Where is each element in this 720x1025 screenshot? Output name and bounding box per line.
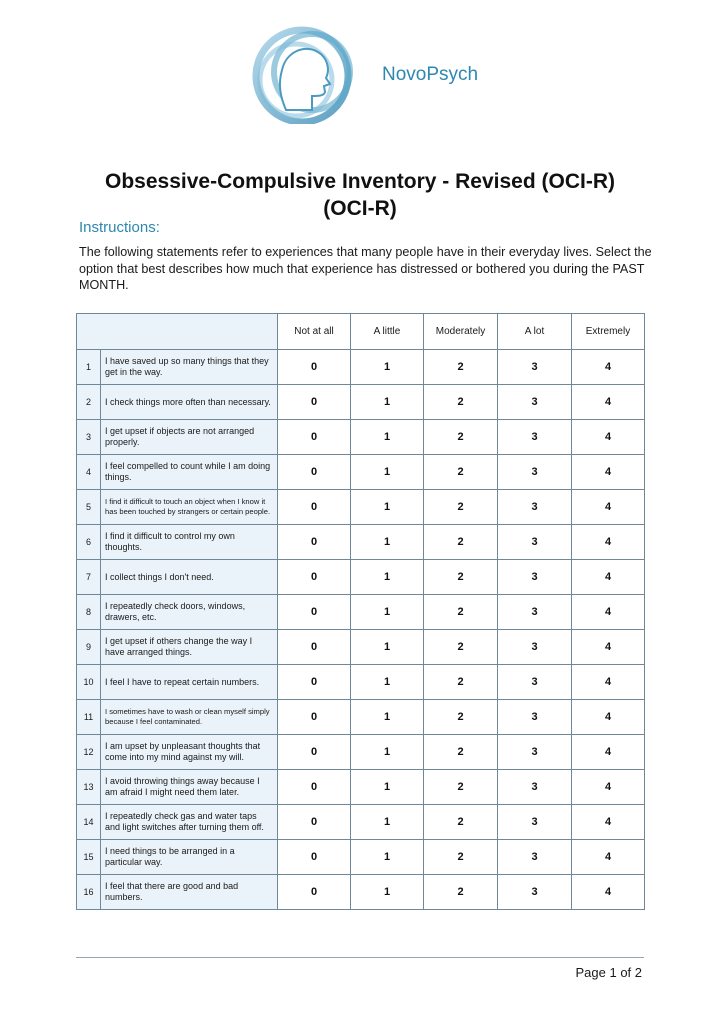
score-option[interactable]: 1	[351, 420, 424, 455]
score-option[interactable]: 3	[498, 735, 572, 770]
score-option[interactable]: 3	[498, 875, 572, 910]
table-row	[77, 665, 645, 700]
score-option[interactable]: 2	[424, 560, 498, 595]
page-title	[0, 168, 720, 222]
page-number: Page 1 of 2	[575, 965, 642, 980]
score-option[interactable]: 4	[572, 455, 645, 490]
score-option[interactable]: 2	[424, 420, 498, 455]
score-option[interactable]: 2	[424, 595, 498, 630]
item-number: 8	[77, 595, 101, 630]
score-option[interactable]: 0	[278, 455, 351, 490]
table-row	[77, 525, 645, 560]
table-row	[77, 875, 645, 910]
item-number: 4	[77, 455, 101, 490]
item-statement: I sometimes have to wash or clean myself simply because I feel contaminated.	[101, 700, 278, 735]
score-option[interactable]: 2	[424, 770, 498, 805]
item-statement: I get upset if others change the way I have arranged things.	[101, 630, 278, 665]
score-option[interactable]: 0	[278, 665, 351, 700]
score-option[interactable]: 3	[498, 490, 572, 525]
item-number: 10	[77, 665, 101, 700]
score-option[interactable]: 2	[424, 350, 498, 385]
score-option[interactable]: 4	[572, 805, 645, 840]
score-option[interactable]: 2	[424, 490, 498, 525]
score-option[interactable]: 0	[278, 385, 351, 420]
score-option[interactable]: 1	[351, 385, 424, 420]
score-option[interactable]: 4	[572, 630, 645, 665]
item-number: 12	[77, 735, 101, 770]
score-option[interactable]: 0	[278, 735, 351, 770]
score-option[interactable]: 1	[351, 805, 424, 840]
score-option[interactable]: 2	[424, 805, 498, 840]
item-number: 3	[77, 420, 101, 455]
score-option[interactable]: 1	[351, 525, 424, 560]
score-option[interactable]: 1	[351, 490, 424, 525]
table-row	[77, 630, 645, 665]
instructions-heading: Instructions:	[79, 219, 160, 236]
score-option[interactable]: 3	[498, 525, 572, 560]
item-statement: I need things to be arranged in a particular way.	[101, 840, 278, 875]
score-option[interactable]: 0	[278, 700, 351, 735]
score-option[interactable]: 0	[278, 630, 351, 665]
score-option[interactable]: 0	[278, 560, 351, 595]
item-number: 9	[77, 630, 101, 665]
score-option[interactable]: 0	[278, 770, 351, 805]
score-option[interactable]: 4	[572, 420, 645, 455]
item-number: 1	[77, 350, 101, 385]
item-statement: I feel compelled to count while I am doing things.	[101, 455, 278, 490]
item-number: 14	[77, 805, 101, 840]
score-option[interactable]: 4	[572, 560, 645, 595]
score-option[interactable]: 2	[424, 455, 498, 490]
table-row	[77, 455, 645, 490]
score-option[interactable]: 1	[351, 770, 424, 805]
item-statement: I repeatedly check gas and water taps and light switches after turning them off.	[101, 805, 278, 840]
score-option[interactable]: 4	[572, 770, 645, 805]
table-row	[77, 385, 645, 420]
item-number: 5	[77, 490, 101, 525]
score-option[interactable]: 4	[572, 665, 645, 700]
item-number: 2	[77, 385, 101, 420]
novopsych-logo	[252, 26, 354, 124]
item-statement: I feel I have to repeat certain numbers.	[101, 665, 278, 700]
score-option[interactable]: 0	[278, 840, 351, 875]
table-row	[77, 770, 645, 805]
score-option[interactable]: 0	[278, 350, 351, 385]
score-option[interactable]: 4	[572, 735, 645, 770]
score-option[interactable]: 1	[351, 630, 424, 665]
score-option[interactable]: 0	[278, 490, 351, 525]
score-option[interactable]: 3	[498, 595, 572, 630]
item-statement: I feel that there are good and bad numbers.	[101, 875, 278, 910]
score-option[interactable]: 2	[424, 630, 498, 665]
header-moderately: Moderately	[424, 314, 498, 350]
score-option[interactable]: 2	[424, 525, 498, 560]
item-statement: I avoid throwing things away because I am afraid I might need them later.	[101, 770, 278, 805]
item-statement: I find it difficult to control my own thoughts.	[101, 525, 278, 560]
table-row	[77, 420, 645, 455]
item-number: 13	[77, 770, 101, 805]
header-a-lot: A lot	[498, 314, 572, 350]
score-option[interactable]: 2	[424, 875, 498, 910]
item-statement: I get upset if objects are not arranged properly.	[101, 420, 278, 455]
table-row	[77, 840, 645, 875]
score-option[interactable]: 0	[278, 525, 351, 560]
footer-divider	[76, 957, 644, 958]
item-statement: I check things more often than necessary.	[101, 385, 278, 420]
header-a-little: A little	[351, 314, 424, 350]
score-option[interactable]: 2	[424, 840, 498, 875]
score-option[interactable]: 3	[498, 770, 572, 805]
questionnaire-table	[76, 313, 645, 910]
score-option[interactable]: 3	[498, 700, 572, 735]
score-option[interactable]: 2	[424, 735, 498, 770]
score-option[interactable]: 1	[351, 840, 424, 875]
score-option[interactable]: 4	[572, 700, 645, 735]
score-option[interactable]: 3	[498, 805, 572, 840]
score-option[interactable]: 1	[351, 875, 424, 910]
header-blank	[77, 314, 278, 350]
score-option[interactable]: 1	[351, 665, 424, 700]
table-row	[77, 595, 645, 630]
header-not-at-all: Not at all	[278, 314, 351, 350]
score-option[interactable]: 1	[351, 700, 424, 735]
score-option[interactable]: 4	[572, 490, 645, 525]
header-extremely: Extremely	[572, 314, 645, 350]
score-option[interactable]: 0	[278, 805, 351, 840]
score-option[interactable]: 1	[351, 595, 424, 630]
title-line-1: Obsessive-Compulsive Inventory - Revised (OCI-R)	[105, 170, 615, 193]
score-option[interactable]: 0	[278, 420, 351, 455]
score-option[interactable]: 2	[424, 700, 498, 735]
score-option[interactable]: 4	[572, 840, 645, 875]
score-option[interactable]: 4	[572, 350, 645, 385]
score-option[interactable]: 1	[351, 735, 424, 770]
score-option[interactable]: 3	[498, 385, 572, 420]
table-row	[77, 805, 645, 840]
item-statement: I have saved up so many things that they get in the way.	[101, 350, 278, 385]
score-option[interactable]: 3	[498, 560, 572, 595]
score-option[interactable]: 4	[572, 385, 645, 420]
item-statement: I collect things I don't need.	[101, 560, 278, 595]
score-option[interactable]: 1	[351, 350, 424, 385]
brand-name: NovoPsych	[382, 64, 479, 85]
table-row	[77, 560, 645, 595]
table-header-row	[77, 314, 645, 350]
title-line-2: (OCI-R)	[323, 197, 397, 220]
item-statement: I am upset by unpleasant thoughts that come into my mind against my will.	[101, 735, 278, 770]
score-option[interactable]: 4	[572, 595, 645, 630]
score-option[interactable]: 0	[278, 595, 351, 630]
score-option[interactable]: 1	[351, 560, 424, 595]
table-row	[77, 735, 645, 770]
item-number: 6	[77, 525, 101, 560]
score-option[interactable]: 2	[424, 385, 498, 420]
item-number: 16	[77, 875, 101, 910]
table-row	[77, 490, 645, 525]
table-row	[77, 350, 645, 385]
score-option[interactable]: 3	[498, 420, 572, 455]
score-option[interactable]: 3	[498, 840, 572, 875]
score-option[interactable]: 0	[278, 875, 351, 910]
table-row	[77, 700, 645, 735]
score-option[interactable]: 3	[498, 665, 572, 700]
item-statement: I repeatedly check doors, windows, drawers, etc.	[101, 595, 278, 630]
item-number: 15	[77, 840, 101, 875]
item-number: 7	[77, 560, 101, 595]
score-option[interactable]: 2	[424, 665, 498, 700]
score-option[interactable]: 4	[572, 875, 645, 910]
item-number: 11	[77, 700, 101, 735]
instructions-text: The following statements refer to experiences that many people have in their everyday lives. Select the option that best describes how much that experience has distressed or bothered you during the PAST MONTH.	[79, 245, 652, 292]
score-option[interactable]: 3	[498, 350, 572, 385]
score-option[interactable]: 3	[498, 630, 572, 665]
item-statement: I find it difficult to touch an object when I know it has been touched by strangers or certain people.	[101, 490, 278, 525]
score-option[interactable]: 4	[572, 525, 645, 560]
score-option[interactable]: 1	[351, 455, 424, 490]
score-option[interactable]: 3	[498, 455, 572, 490]
